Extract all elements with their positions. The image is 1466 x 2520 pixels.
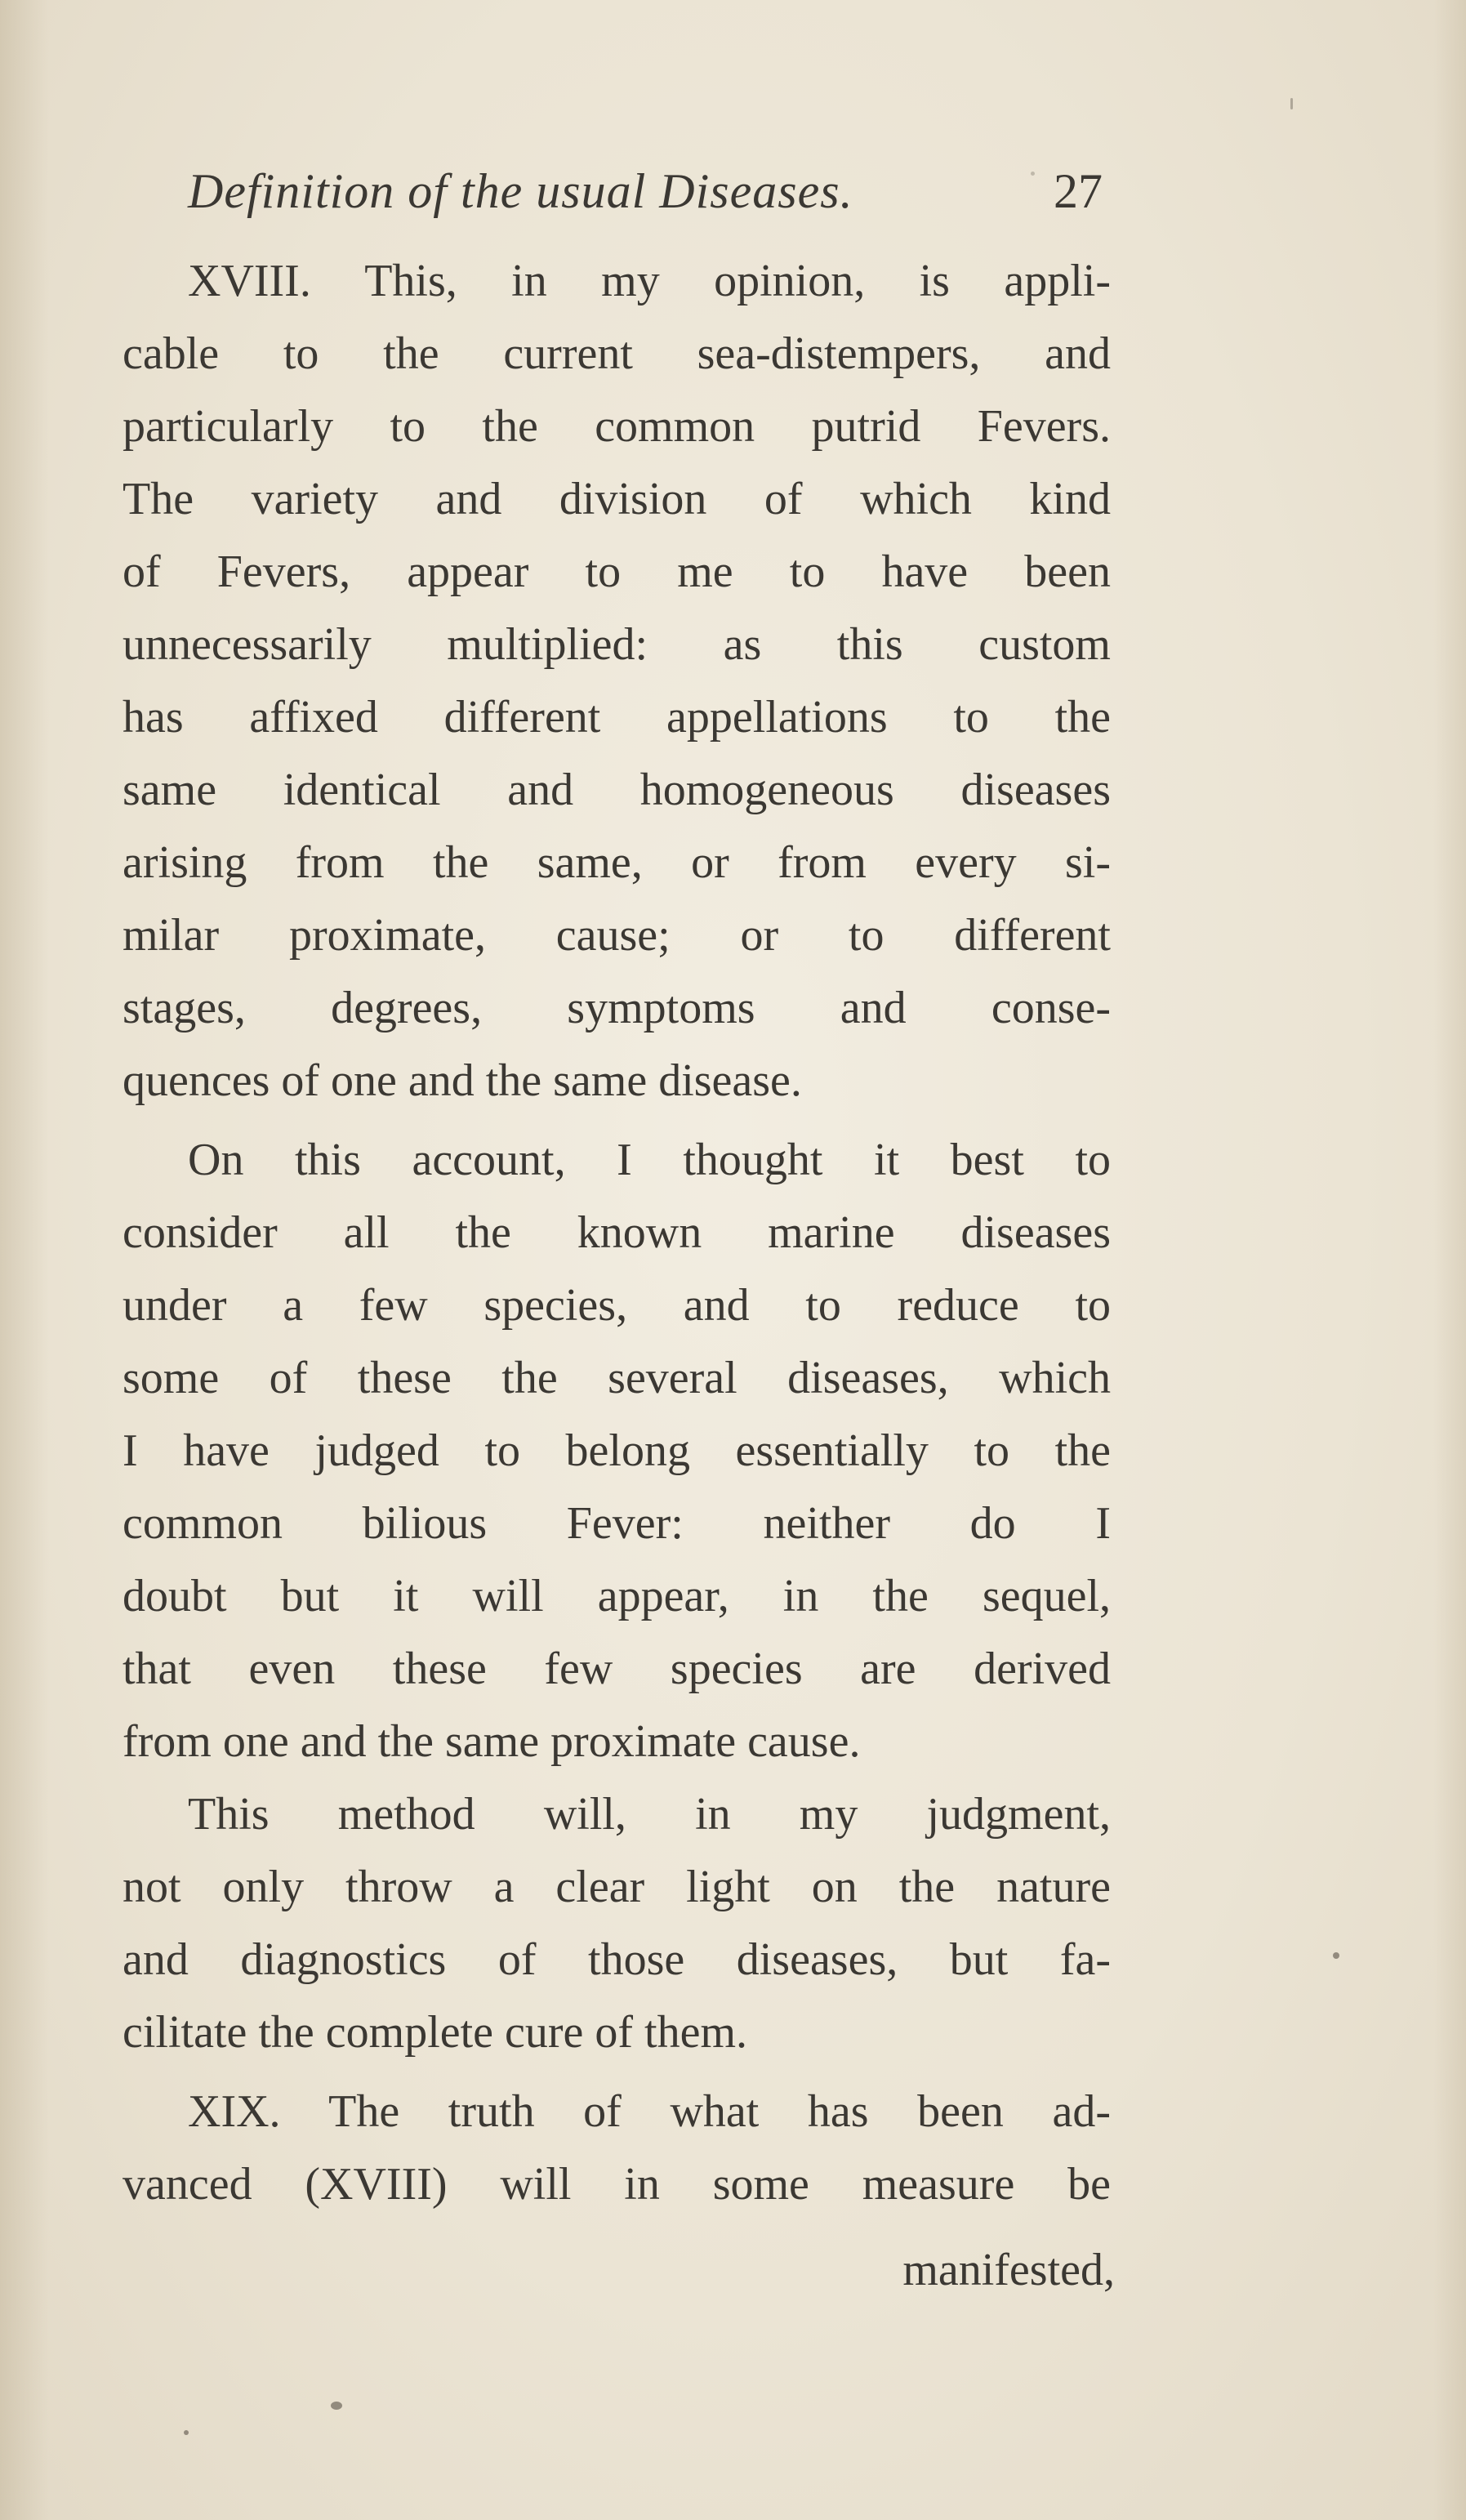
text-line: quences of one and the same disease. — [123, 1055, 802, 1106]
ink-speck — [1031, 172, 1035, 176]
text-line: arising from the same, or from every si- — [123, 837, 1111, 888]
paragraph — [123, 245, 1111, 1117]
text-line: vanced (XVIII) will in some measure be — [123, 2159, 1111, 2210]
text-line: from one and the same proximate cause. — [123, 1716, 861, 1767]
text-line: XIX. The truth of what has been ad- — [188, 2086, 1111, 2137]
text-line: not only throw a clear light on the nature — [123, 1862, 1111, 1912]
ink-speck — [331, 2402, 342, 2410]
text-line: doubt but it will appear, in the sequel, — [123, 1571, 1111, 1621]
page-edge-shadow-left — [0, 0, 49, 2520]
text-line: that even these few species are derived — [123, 1644, 1111, 1694]
body-text — [123, 245, 1111, 2221]
page-number: 27 — [1054, 164, 1103, 218]
catchword: manifested, — [902, 2245, 1115, 2295]
paragraph — [123, 2076, 1111, 2221]
text-line: This method will, in my judgment, — [188, 1789, 1111, 1840]
running-head — [188, 163, 1103, 237]
text-line: I have judged to belong essentially to the — [123, 1425, 1111, 1476]
text-line: common bilious Fever: neither do I — [123, 1498, 1111, 1549]
text-line: unnecessarily multiplied: as this custom — [123, 619, 1111, 670]
text-line: same identical and homogeneous diseases — [123, 765, 1111, 815]
text-line: under a few species, and to reduce to — [123, 1280, 1111, 1331]
text-line: XVIII. This, in my opinion, is appli- — [188, 256, 1111, 306]
paragraph — [123, 1778, 1111, 2069]
text-line: The variety and division of which kind — [123, 474, 1111, 524]
running-title: Definition of the usual Diseases. — [188, 164, 853, 218]
paragraph — [123, 1124, 1111, 1778]
text-line: some of these the several diseases, which — [123, 1353, 1111, 1403]
text-line: consider all the known marine diseases — [123, 1207, 1111, 1258]
text-line: cilitate the complete cure of them. — [123, 2007, 747, 2058]
text-line: cable to the current sea-distempers, and — [123, 328, 1111, 379]
text-line: of Fevers, appear to me to have been — [123, 546, 1111, 597]
text-line: milar proximate, cause; or to different — [123, 910, 1111, 961]
text-line: has affixed different appellations to the — [123, 692, 1111, 743]
ink-speck — [184, 2430, 189, 2435]
ink-speck — [1333, 1952, 1339, 1959]
text-line: particularly to the common putrid Fevers. — [123, 401, 1111, 452]
text-line: stages, degrees, symptoms and conse- — [123, 983, 1111, 1033]
ink-speck — [1290, 98, 1293, 109]
page-edge-shadow-right — [1433, 0, 1466, 2520]
text-line: and diagnostics of those diseases, but fa- — [123, 1934, 1111, 1985]
text-line: On this account, I thought it best to — [188, 1135, 1111, 1185]
